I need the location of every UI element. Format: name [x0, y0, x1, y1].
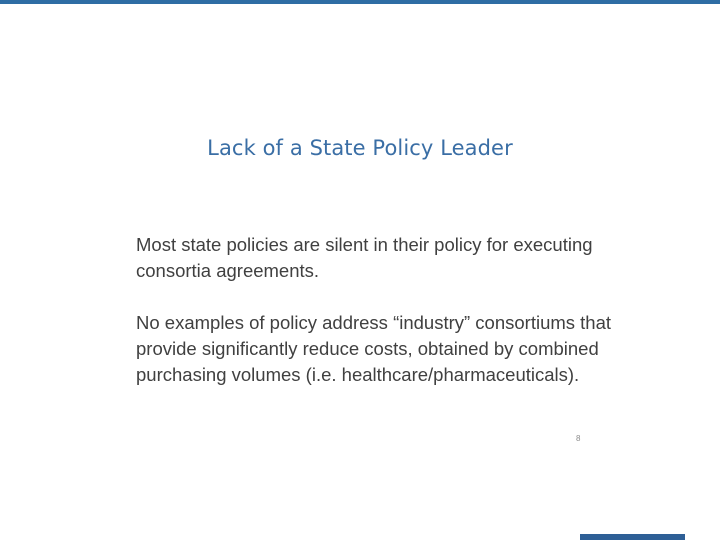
- slide-body: [136, 232, 636, 414]
- body-paragraph-2: No examples of policy address “industry” consortiums that provide significantly reduce costs, obtained by combined purchasing volumes (i.e. healthcare/pharmaceuticals).: [136, 312, 612, 385]
- slide-title: Lack of a State Policy Leader: [207, 136, 513, 160]
- body-paragraph-1: Most state policies are silent in their policy for executing consortia agreements.: [136, 234, 593, 281]
- footer-accent-bar: [580, 534, 685, 540]
- top-accent-bar: [0, 0, 720, 4]
- page-number: 8: [576, 434, 581, 443]
